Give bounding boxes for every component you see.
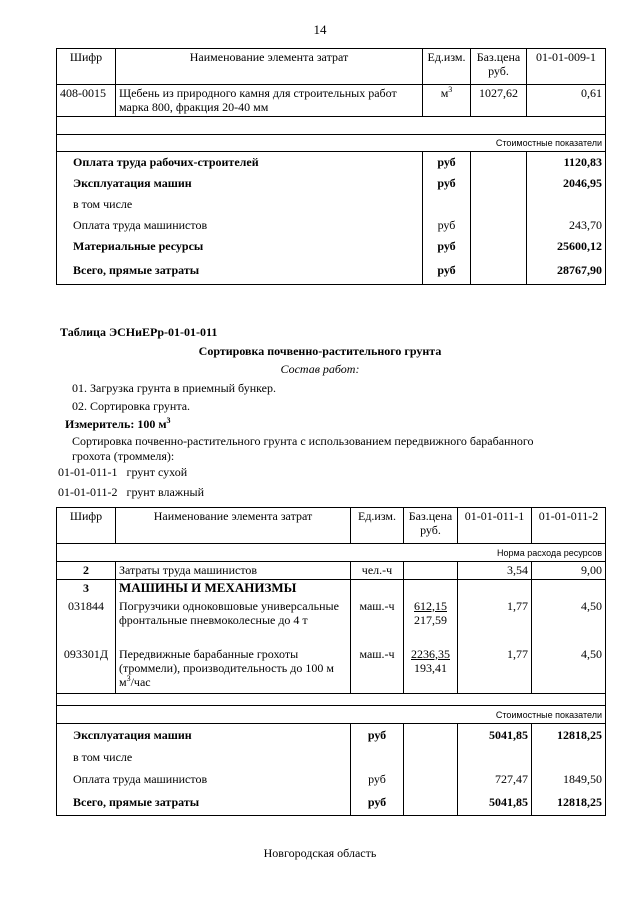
machine-code: 031844 (57, 598, 116, 646)
table1-summary-row (57, 215, 606, 236)
table1-header-price: Баз.цена руб. (471, 49, 527, 85)
machine-name: Погрузчики одноковшовые универсальные фронтальные пневмоколесные до 4 т (116, 598, 351, 646)
table2-section-cost (57, 706, 606, 724)
machine-name: Передвижные барабанные грохоты (троммели), производительность до 100 м $м^3$/час (116, 646, 351, 694)
table2-spacer (57, 694, 606, 706)
table2-section-norm (57, 544, 606, 562)
labor-unit: чел.-ч (351, 562, 404, 580)
summary-name: Оплата труда машинистов (57, 215, 423, 236)
summary-v2 (532, 746, 606, 768)
page-number: 14 (313, 22, 327, 37)
summary-name: в том числе (57, 746, 351, 768)
table2-summary-row (57, 746, 606, 768)
summary-v1: 727,47 (458, 768, 532, 790)
summary-unit (423, 194, 471, 215)
table2-summary (57, 724, 606, 816)
summary-name: Всего, прямые затраты (57, 790, 351, 816)
material-unit: $м^3$ (423, 85, 471, 117)
variant-2: 01-01-011-2 грунт влажный (58, 485, 204, 499)
summary-v2: 1849,50 (532, 768, 606, 790)
summary-unit: руб (423, 257, 471, 285)
summary-unit: руб (351, 724, 404, 746)
summary-value: 2046,95 (527, 173, 606, 194)
table2-norm-label: Норма расхода ресурсов (57, 544, 606, 562)
labor-v1: 3,54 (458, 562, 532, 580)
table2-header-price: Баз.цена руб. (404, 508, 458, 544)
machine-v2: 4,50 (532, 646, 606, 694)
table1-header-row (57, 49, 606, 85)
material-code: 408-0015 (57, 85, 116, 117)
summary-v1: 5041,85 (458, 790, 532, 816)
material-price: 1027,62 (471, 85, 527, 117)
machine-v1: 1,77 (458, 646, 532, 694)
summary-value: 1120,83 (527, 152, 606, 173)
table2-machine-row (57, 598, 606, 646)
table-title: Таблица ЭСНиЕРр-01-01-011 (60, 325, 218, 339)
material-value: 0,61 (527, 85, 606, 117)
table1-header-col: 01-01-009-1 (527, 49, 606, 85)
summary-unit: руб (351, 790, 404, 816)
table1-header-unit: Ед.изм. (423, 49, 471, 85)
summary-unit: руб (423, 173, 471, 194)
labor-name: Затраты труда машинистов (116, 562, 351, 580)
table2-summary-row (57, 724, 606, 746)
composition-label: Состав работ: (280, 362, 360, 376)
summary-name: Всего, прямые затраты (57, 257, 423, 285)
summary-v1: 5041,85 (458, 724, 532, 746)
summary-value: 25600,12 (527, 236, 606, 257)
table1-header-name: Наименование элемента затрат (116, 49, 423, 85)
summary-v1 (458, 746, 532, 768)
work-step-2: 02. Сортировка грунта. (72, 399, 191, 413)
summary-value: 28767,90 (527, 257, 606, 285)
table2-summary-row (57, 790, 606, 816)
summary-value (527, 194, 606, 215)
summary-v2: 12818,25 (532, 724, 606, 746)
summary-unit (351, 746, 404, 768)
summary-name: Оплата труда рабочих-строителей (57, 152, 423, 173)
summary-name: Материальные ресурсы (57, 236, 423, 257)
summary-v2: 12818,25 (532, 790, 606, 816)
summary-name: Эксплуатация машин (57, 173, 423, 194)
work-step-1: 01. Загрузка грунта в приемный бункер. (72, 381, 276, 395)
table1-section-row (57, 135, 606, 152)
table2-machines-group (57, 580, 606, 598)
table2-machine-row (57, 646, 606, 694)
summary-name: Эксплуатация машин (57, 724, 351, 746)
table1-summary-row (57, 236, 606, 257)
machine-price: 612,15 217,59 (404, 598, 458, 646)
table2-header-code: Шифр (57, 508, 116, 544)
table1-header-code: Шифр (57, 49, 116, 85)
machine-v1: 1,77 (458, 598, 532, 646)
labor-v2: 9,00 (532, 562, 606, 580)
machine-price: 2236,35 193,41 (404, 646, 458, 694)
summary-value: 243,70 (527, 215, 606, 236)
table1-summary-row (57, 257, 606, 285)
machine-unit: маш.-ч (351, 598, 404, 646)
table1-summary (57, 152, 606, 285)
cost-table-2 (56, 507, 606, 816)
table1-summary-row (57, 173, 606, 194)
description: Сортировка почвенно-растительного грунта с использованием передвижного барабанного грохота (троммеля): (72, 434, 534, 463)
table1-summary-row (57, 194, 606, 215)
table2-header-row (57, 508, 606, 544)
table2-header-col2: 01-01-011-2 (532, 508, 606, 544)
table1-spacer (57, 117, 606, 135)
machine-code: 093301Д (57, 646, 116, 694)
machines-group-code: 3 (57, 580, 116, 598)
table2-summary-row (57, 768, 606, 790)
table1-material-row (57, 85, 606, 117)
table2-cost-label: Стоимостные показатели (57, 706, 606, 724)
variant-1: 01-01-011-1 грунт сухой (58, 465, 188, 479)
table2-header-col1: 01-01-011-1 (458, 508, 532, 544)
table2-labor-row (57, 562, 606, 580)
cost-table-1 (56, 48, 606, 285)
machine-v2: 4,50 (532, 598, 606, 646)
table1-summary-row (57, 152, 606, 173)
labor-code: 2 (57, 562, 116, 580)
table2-header-name: Наименование элемента затрат (116, 508, 351, 544)
footer-region: Новгородская область (263, 846, 377, 860)
summary-name: Оплата труда машинистов (57, 768, 351, 790)
summary-unit: руб (423, 152, 471, 173)
machine-unit: маш.-ч (351, 646, 404, 694)
summary-unit: руб (423, 215, 471, 236)
material-name: Щебень из природного камня для строительных работ марка 800, фракция 20-40 мм (116, 85, 423, 117)
summary-unit: руб (423, 236, 471, 257)
table1-section-label: Стоимостные показатели (57, 135, 606, 152)
summary-unit: руб (351, 768, 404, 790)
meter-label: Измеритель: 100 $м^3$ (65, 416, 171, 431)
work-title: Сортировка почвенно-растительного грунта (198, 344, 442, 358)
machines-group-name: МАШИНЫ И МЕХАНИЗМЫ (116, 580, 351, 598)
summary-name: в том числе (57, 194, 423, 215)
table2-header-unit: Ед.изм. (351, 508, 404, 544)
